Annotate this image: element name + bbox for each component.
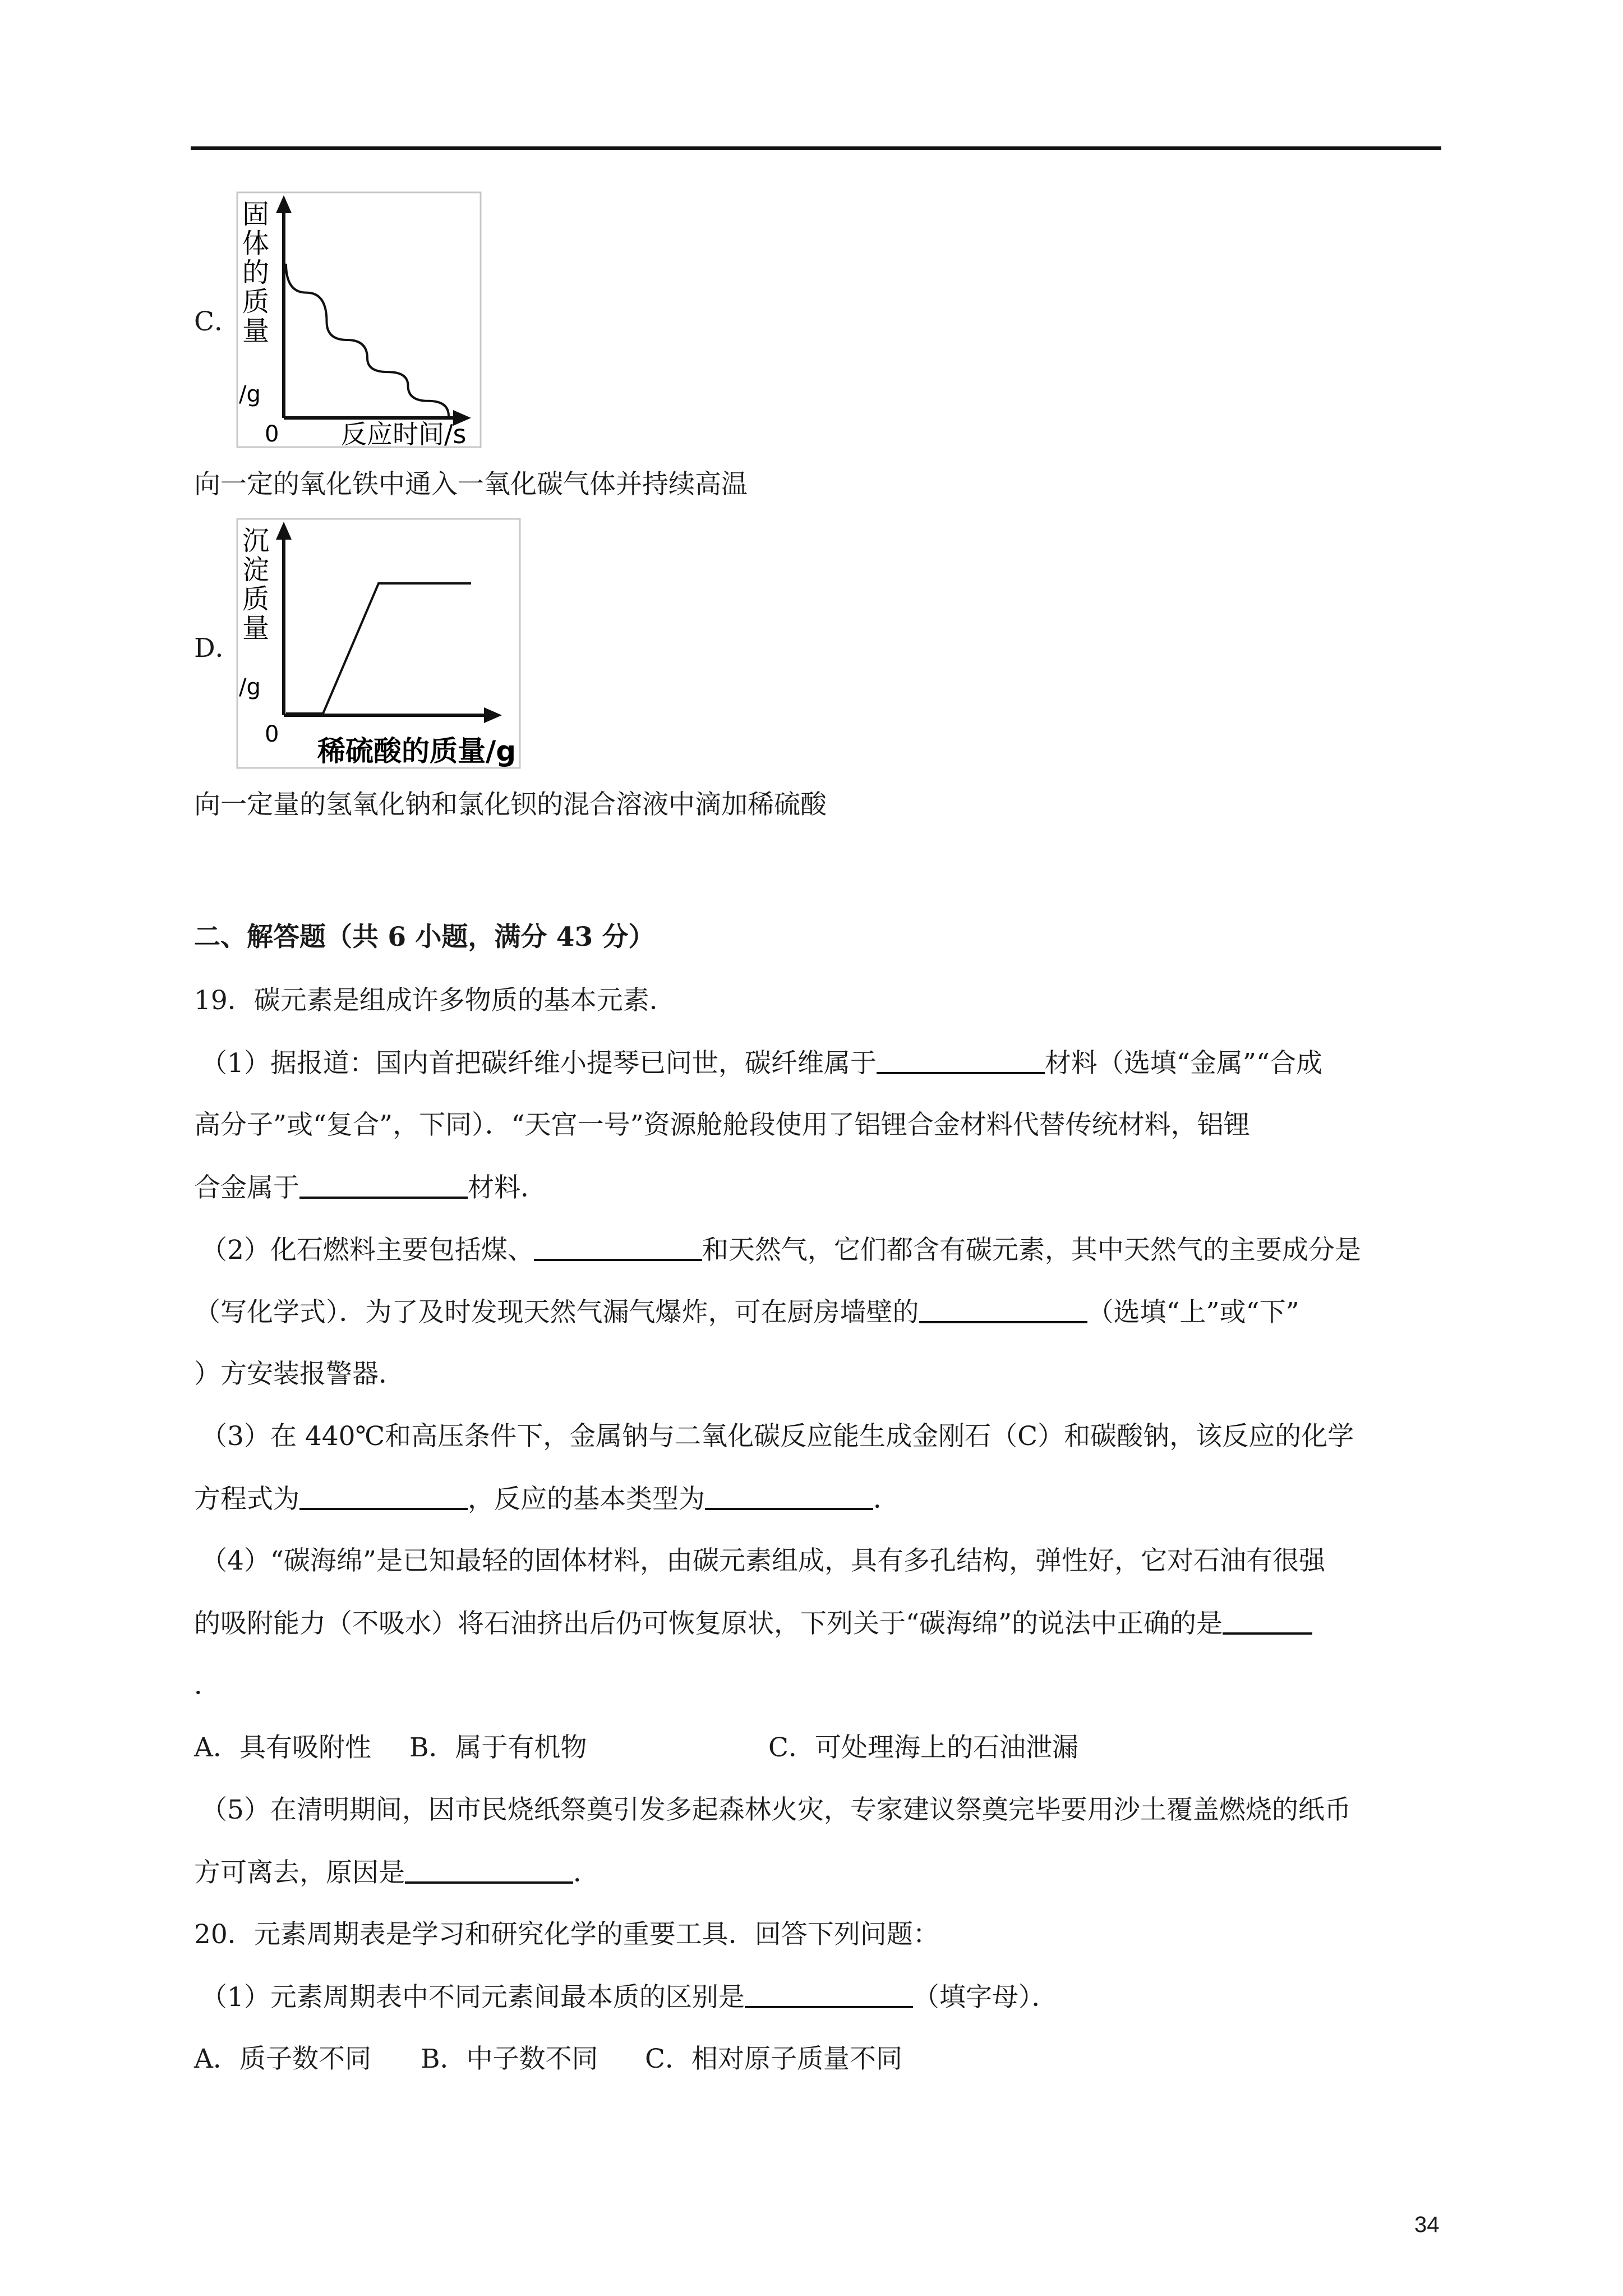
chart-c-origin: 0 xyxy=(265,421,279,447)
q19-p4-line1: （4）“碳海绵”是已知最轻的固体材料，由碳元素组成，具有多孔结构，弹性好，它对石油有很强 xyxy=(201,1545,1325,1576)
chart-d-y-arrow xyxy=(276,522,292,540)
answer-blank[interactable] xyxy=(745,1984,913,2008)
chart-d-ylabel-char: 质 xyxy=(242,583,270,615)
chart-d-series-line xyxy=(286,583,471,714)
q19-text: ，反应的基本类型为 xyxy=(468,1484,705,1515)
chart-c-ylabel-char: 固 xyxy=(242,199,270,230)
chart-d-ylabel-char: 沉 xyxy=(242,525,270,556)
chart-c-y-arrow xyxy=(276,195,292,213)
chart-c xyxy=(236,191,482,449)
q19-text: （1）据报道：国内首把碳纤维小提琴已问世，碳纤维属于 xyxy=(201,1048,877,1079)
section-heading: 二、解答题（共 6 小题，满分 43 分） xyxy=(194,922,655,953)
chart-d-caption: 向一定量的氢氧化钠和氯化钡的混合溶液中滴加稀硫酸 xyxy=(194,789,827,820)
q20-choice-a: A．质子数不同 xyxy=(194,2044,371,2074)
q19-p1-line1 xyxy=(201,1048,1322,1079)
q20-p1-line1 xyxy=(201,1982,1058,2013)
q20-choice-c: C．相对原子质量不同 xyxy=(645,2044,902,2074)
q20-text: （填字母）． xyxy=(912,1982,1058,2013)
q19-text: ． xyxy=(573,1857,600,1888)
q19-text: （选填“上”或“下” xyxy=(1087,1297,1299,1328)
q19-text: （2）化石燃料主要包括煤、 xyxy=(201,1235,534,1266)
chart-c-ylabel-char: 量 xyxy=(242,315,270,347)
q20-text: （1）元素周期表中不同元素间最本质的区别是 xyxy=(201,1982,745,2013)
q20-choice-b: B．中子数不同 xyxy=(421,2044,598,2074)
answer-blank[interactable] xyxy=(299,1174,468,1199)
answer-blank[interactable] xyxy=(705,1485,873,1510)
q19-p1-line2: 高分子”或“复合”，下同）．“天宫一号”资源舱舱段使用了铝锂合金材料代替传统材料，铝锂 xyxy=(194,1110,1250,1140)
q19-text: 合金属于 xyxy=(194,1172,299,1203)
q19-p2-line3: ）方安装报警器． xyxy=(194,1359,405,1389)
q20-stem: 20．元素周期表是学习和研究化学的重要工具．回答下列问题： xyxy=(194,1919,939,1950)
q19-p3-line1: （3）在 440℃和高压条件下，金属钠与二氧化碳反应能生成金刚石（C）和碳酸钠，该反应的化学 xyxy=(201,1421,1354,1452)
q19-text: 材料． xyxy=(468,1172,547,1203)
chart-c-series-line xyxy=(286,264,449,416)
option-d-label: D． xyxy=(194,633,242,664)
q19-p5-line1: （5）在清明期间，因市民烧纸祭奠引发多起森林火灾，专家建议祭奠完毕要用沙土覆盖燃烧的纸币 xyxy=(201,1795,1351,1825)
chart-c-y-unit: /g xyxy=(239,381,261,407)
answer-blank[interactable] xyxy=(534,1236,702,1261)
q19-p1-line3 xyxy=(194,1174,547,1201)
answer-blank[interactable] xyxy=(919,1299,1087,1323)
chart-c-ylabel-char: 质 xyxy=(242,286,270,318)
q19-text: 材料（选填“金属”“合成 xyxy=(1044,1048,1322,1079)
chart-c-frame xyxy=(237,192,481,447)
chart-d xyxy=(236,517,522,770)
q19-text: （写化学式）．为了及时发现天然气漏气爆炸，可在厨房墙壁的 xyxy=(194,1297,919,1328)
chart-c-ylabel-char: 体 xyxy=(242,228,270,259)
q19-p5-line2 xyxy=(194,1859,600,1886)
chart-d-xlabel: 稀硫酸的质量/g xyxy=(317,735,517,767)
option-c-label: C． xyxy=(194,306,241,337)
q19-p2-line1 xyxy=(201,1235,1361,1266)
answer-blank[interactable] xyxy=(405,1859,573,1884)
chart-d-y-unit: /g xyxy=(239,674,261,700)
chart-c-ylabel-char: 的 xyxy=(242,257,270,288)
q19-text: 方程式为 xyxy=(194,1484,299,1515)
q19-p4-line2 xyxy=(194,1610,1312,1637)
q19-p4-line3: ． xyxy=(194,1670,220,1701)
header-rule xyxy=(191,146,1441,150)
chart-d-origin: 0 xyxy=(265,721,279,747)
q19-text: 和天然气，它们都含有碳元素，其中天然气的主要成分是 xyxy=(702,1235,1361,1266)
chart-d-ylabel-char: 淀 xyxy=(242,554,270,586)
q19-text: ． xyxy=(873,1484,900,1515)
chart-d-x-arrow xyxy=(484,707,502,723)
q19-stem: 19．碳元素是组成许多物质的基本元素． xyxy=(194,985,676,1016)
q19-text: 方可离去，原因是 xyxy=(194,1857,405,1888)
page-number: 34 xyxy=(1414,2212,1440,2237)
answer-blank[interactable] xyxy=(299,1485,468,1510)
q19-p2-line2 xyxy=(194,1299,1299,1326)
q19-choice-a: A．具有吸附性 xyxy=(194,1732,371,1763)
chart-c-caption: 向一定的氧化铁中通入一氧化碳气体并持续高温 xyxy=(194,469,748,500)
answer-blank[interactable] xyxy=(877,1050,1045,1074)
q19-choice-c: C．可处理海上的石油泄漏 xyxy=(768,1732,1078,1763)
chart-c-xlabel: 反应时间/s xyxy=(341,419,467,449)
chart-d-frame xyxy=(237,519,520,768)
chart-d-ylabel-char: 量 xyxy=(242,613,270,644)
q19-choice-b: B．属于有机物 xyxy=(409,1732,587,1763)
answer-blank[interactable] xyxy=(1223,1610,1312,1635)
q19-p3-line2 xyxy=(194,1484,900,1515)
q19-text: 的吸附能力（不吸水）将石油挤出后仍可恢复原状，下列关于“碳海绵”的说法中正确的是 xyxy=(194,1608,1223,1639)
